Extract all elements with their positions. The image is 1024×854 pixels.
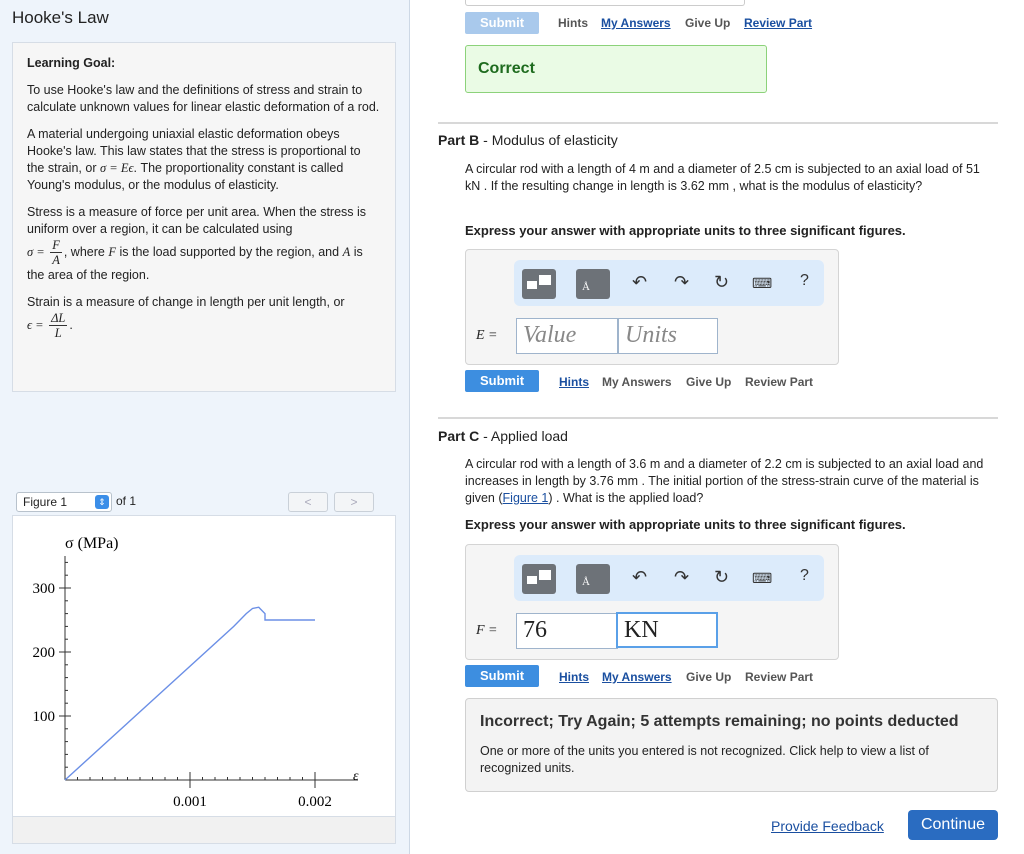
part-b-variable: E = <box>476 328 498 343</box>
goal-paragraph-1: To use Hooke's law and the definitions of stress and strain to calculate unknown values for linear elastic deformation of a rod. <box>27 83 380 114</box>
chart-ylabel: σ (MPa) <box>65 535 119 552</box>
part-c-question: A circular rod with a length of 3.6 m and a diameter of 2.2 cm is subjected to an axial load and increases in length by 3.76 mm . The initial portion of the stress-strain curve of the material is given (Figure 1) . What is the applied load? <box>465 457 984 505</box>
part-b-submit-button[interactable]: Submit <box>465 370 539 392</box>
y-tick-label: 200 <box>32 645 55 661</box>
keyboard-icon[interactable]: ⌨ <box>752 275 773 291</box>
figure-toolbar <box>12 490 396 514</box>
part-c-value-input[interactable]: 76 <box>516 613 618 649</box>
learning-goal-box <box>12 42 396 392</box>
reset-icon[interactable]: ↻ <box>714 567 730 587</box>
stress-fraction: $\frac{F}{A}$ <box>52 238 60 267</box>
part-b-give-up-link[interactable]: Give Up <box>686 375 732 389</box>
top-give-up-link[interactable]: Give Up <box>685 16 731 30</box>
part-b-my-answers-link[interactable]: My Answers <box>602 375 672 389</box>
part-c-give-up-link[interactable]: Give Up <box>686 670 732 684</box>
figure-1-link[interactable]: Figure 1 <box>502 491 549 505</box>
part-b-review-part-link[interactable]: Review Part <box>745 375 814 389</box>
left-panel <box>0 0 410 854</box>
top-review-part-link[interactable]: Review Part <box>744 16 813 30</box>
stress-strain-curve <box>65 607 315 780</box>
part-b-heading: Part B - Modulus of elasticity <box>438 132 618 148</box>
y-tick-label: 100 <box>32 709 55 725</box>
part-c-heading: Part C - Applied load <box>438 428 568 444</box>
strain-fraction: $\frac{\Delta L}{L}$ <box>51 311 66 340</box>
undo-icon[interactable]: ↶ <box>632 272 648 292</box>
part-c-my-answers-link[interactable]: My Answers <box>602 670 672 684</box>
part-b-instruction: Express your answer with appropriate units to three significant figures. <box>465 223 906 238</box>
chart-xlabel: ε <box>353 769 359 784</box>
part-c-answer-box <box>465 544 839 660</box>
reset-icon[interactable]: ↻ <box>714 272 730 292</box>
top-submit-button[interactable]: Submit <box>465 12 539 34</box>
incorrect-feedback <box>465 698 998 792</box>
figure-area <box>12 515 396 817</box>
correct-feedback: Correct <box>465 45 767 93</box>
continue-button[interactable]: Continue <box>908 810 998 840</box>
part-c-hints-link[interactable]: Hints <box>559 670 589 684</box>
divider-part-c <box>438 417 998 419</box>
help-icon[interactable]: ? <box>800 567 809 584</box>
part-c-variable: F = <box>476 623 498 638</box>
x-tick-label: 0.001 <box>173 794 207 810</box>
divider-part-b <box>438 122 998 124</box>
stress-strain-chart <box>13 516 395 816</box>
top-hints-link[interactable]: Hints <box>558 16 588 30</box>
part-c-units-input[interactable]: KN <box>616 612 718 648</box>
figure-prev-button[interactable]: < <box>288 492 328 512</box>
keyboard-icon[interactable]: ⌨ <box>752 570 773 586</box>
x-tick-label: 0.002 <box>298 794 332 810</box>
incorrect-message: One or more of the units you entered is not recognized. Click help to view a list of recognized units. <box>480 744 929 775</box>
figure-count: of 1 <box>116 494 137 508</box>
part-b-hints-link[interactable]: Hints <box>559 375 589 389</box>
units-icon[interactable]: Å <box>576 564 610 594</box>
goal-paragraph-2: A material undergoing uniaxial elastic deformation obeys Hooke's law. This law states that the stress is proportional to the strain, or σ = Eϵ. The proportionality constant is called Young's modulus, or the modulus of elasticity. <box>27 127 361 192</box>
figure-next-button[interactable]: > <box>334 492 374 512</box>
part-c-submit-button[interactable]: Submit <box>465 665 539 687</box>
templates-icon[interactable] <box>522 564 556 594</box>
incorrect-title: Incorrect; Try Again; 5 attempts remaining; no points deducted <box>480 713 959 730</box>
help-icon[interactable]: ? <box>800 272 809 289</box>
previous-answer-box-edge <box>465 0 745 6</box>
page-title: Hooke's Law <box>12 8 109 27</box>
provide-feedback-link[interactable]: Provide Feedback <box>771 818 884 834</box>
part-b-value-input[interactable]: Value <box>516 318 618 354</box>
figure-select[interactable]: Figure 1 ⇕ <box>16 492 112 512</box>
redo-icon[interactable]: ↷ <box>674 272 690 292</box>
part-b-answer-box <box>465 249 839 365</box>
figure-footer <box>12 817 396 844</box>
part-b-toolbar <box>514 260 824 306</box>
y-tick-label: 300 <box>32 581 55 597</box>
chevron-updown-icon: ⇕ <box>95 495 109 509</box>
part-b-units-input[interactable]: Units <box>618 318 718 354</box>
redo-icon[interactable]: ↷ <box>674 567 690 587</box>
templates-icon[interactable] <box>522 269 556 299</box>
part-c-toolbar <box>514 555 824 601</box>
top-my-answers-link[interactable]: My Answers <box>601 16 671 30</box>
part-c-instruction: Express your answer with appropriate units to three significant figures. <box>465 517 906 532</box>
part-b-question: A circular rod with a length of 4 m and a diameter of 2.5 cm is subjected to an axial load of 51 kN . If the resulting change in length is 3.62 mm , what is the modulus of elasticity? <box>465 162 980 193</box>
goal-paragraph-4: Strain is a measure of change in length per unit length, or ϵ = $\frac{\Delta L}{L}$ . <box>27 295 345 340</box>
goal-paragraph-3: Stress is a measure of force per unit area. When the stress is uniform over a region, it can be calculated using σ = $\frac{F}{A}$ , where F is the load supported by the region, and A is the area of the region. <box>27 205 367 282</box>
right-panel <box>410 0 1024 854</box>
part-c-review-part-link[interactable]: Review Part <box>745 670 814 684</box>
hooke-equation: σ = Eϵ <box>99 161 134 175</box>
units-icon[interactable]: Å <box>576 269 610 299</box>
undo-icon[interactable]: ↶ <box>632 567 648 587</box>
learning-goal-heading: Learning Goal: <box>27 56 116 70</box>
